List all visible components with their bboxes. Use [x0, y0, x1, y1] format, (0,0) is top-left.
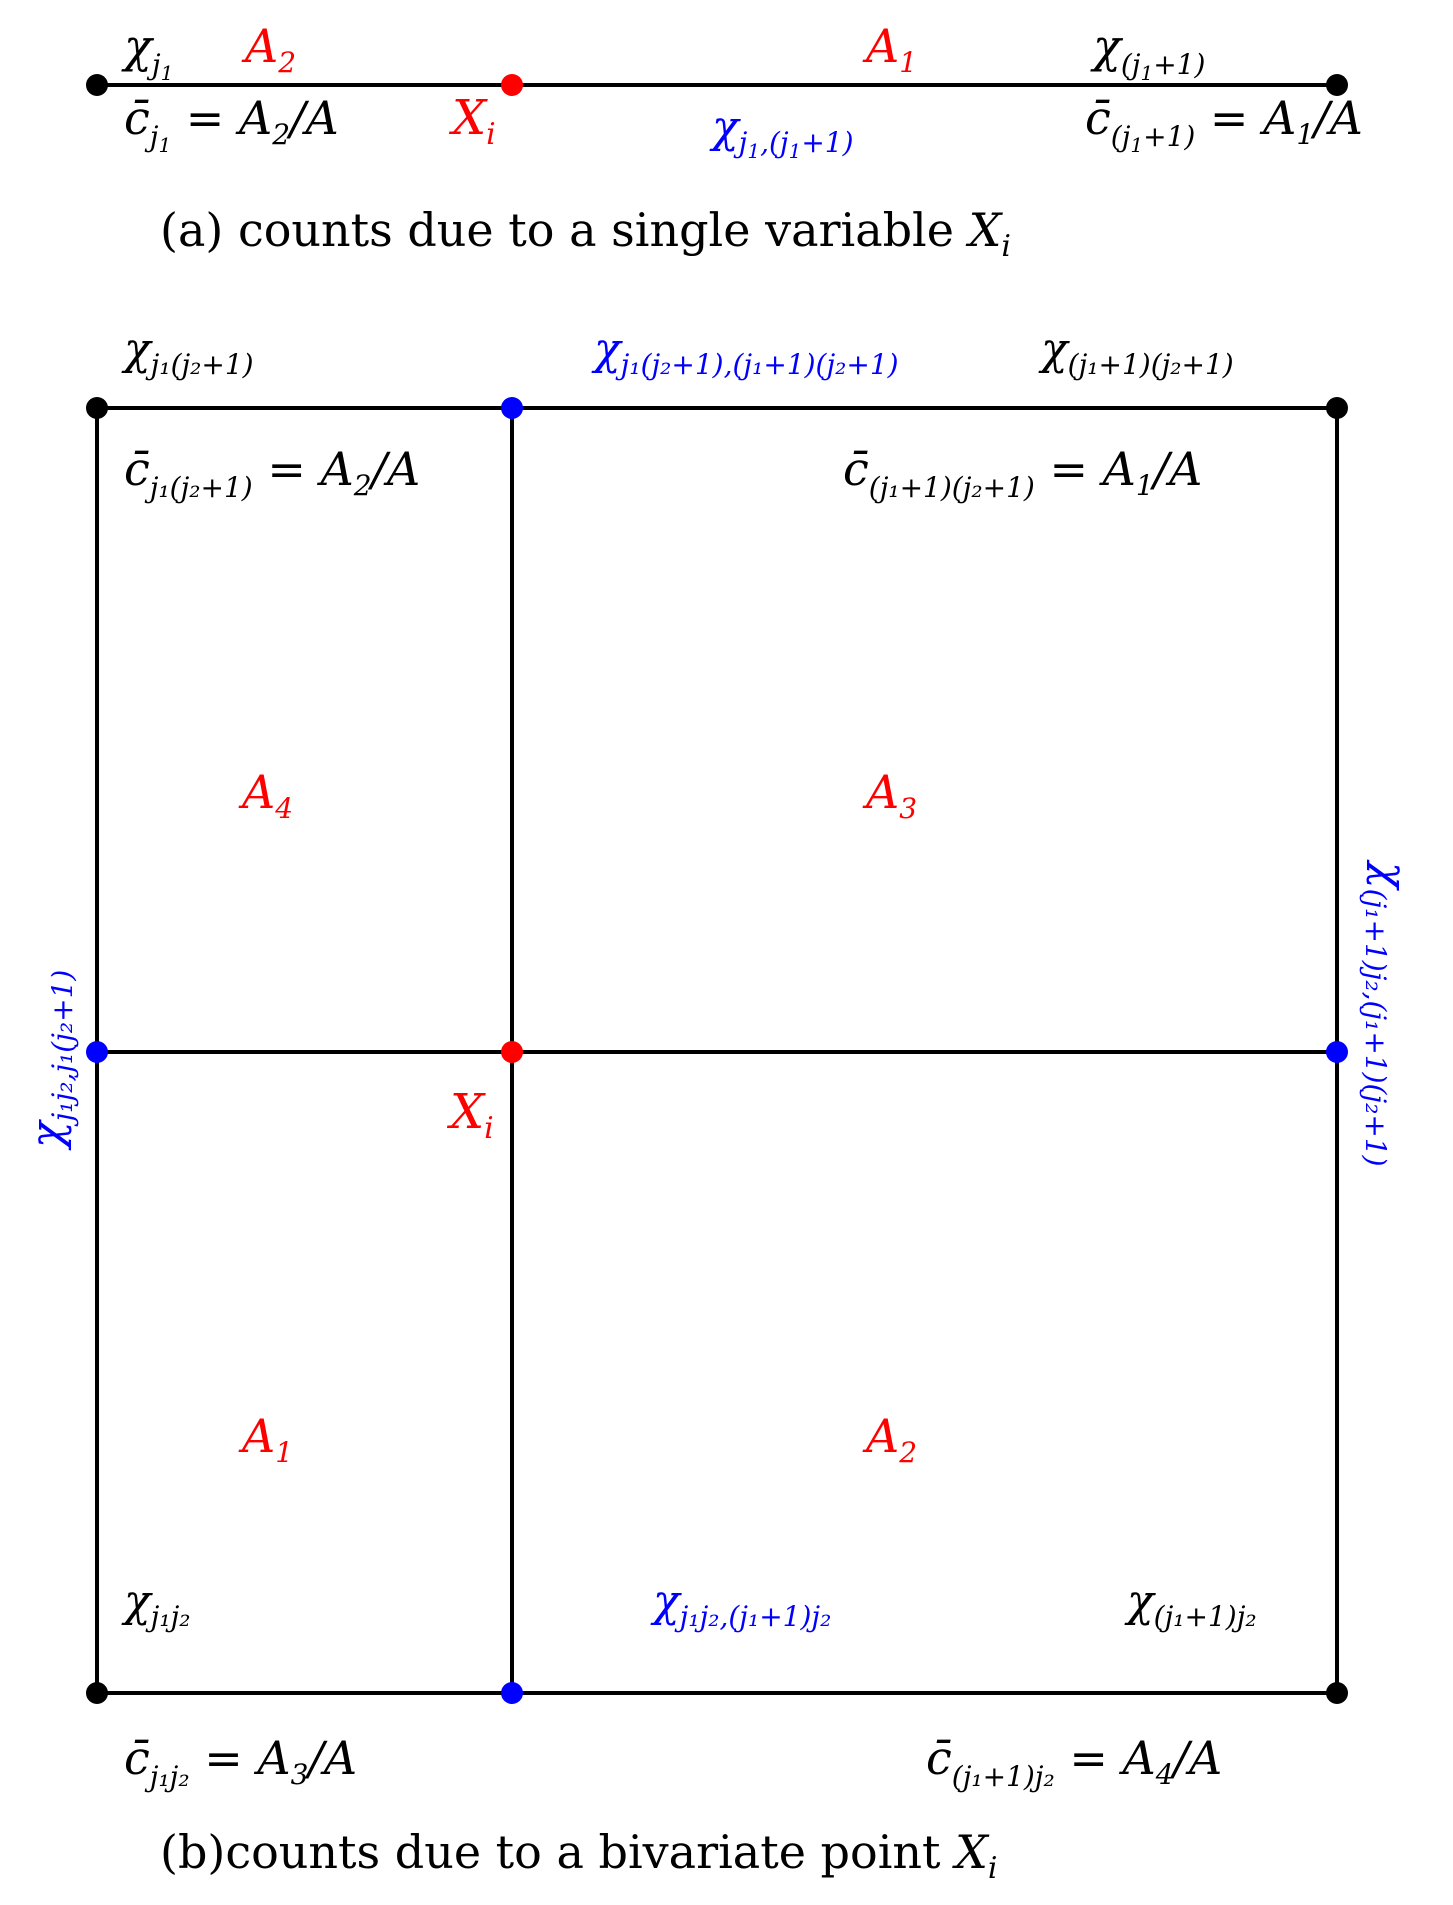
panel-a-left-node-label: $\chi_j1$ — [124, 19, 174, 85]
weight-top-right: $c̄_{(j_1+1)(j_2+1)} = A_1/A$ — [843, 442, 1203, 504]
edge-bottom-label: $\chi_{j_1j_2,(j_1+1)j_2}$ — [653, 1576, 832, 1633]
panel-a-edge-label: $\chi_j1,(j1+1)$ — [712, 102, 854, 163]
node-top-right-label: $\chi_{(j_1+1)(j_2+1)}$ — [1041, 324, 1234, 381]
panel-a-area-left-label: $A_2$ — [245, 19, 297, 79]
node-bottom-right-label: $\chi_{(j_1+1)j_2}$ — [1127, 1576, 1257, 1633]
node-bottom-left — [86, 1682, 108, 1704]
area-top-left-label: $A_4$ — [242, 765, 294, 825]
panel-b-point-label: $X_i$ — [450, 1084, 494, 1146]
node-top-left-label: $\chi_{j_1(j_2+1)}$ — [124, 324, 254, 381]
edge-left-label: $\chi_{j_1j_2,j_1(j_2+1)}$ — [22, 969, 79, 1148]
panel-b-caption: (b)counts due to a bivariate point $X_i$ — [160, 1825, 998, 1886]
panel-a-caption: (a) counts due to a single variable $X_i$ — [160, 203, 1011, 264]
panel-b-data-point — [501, 1041, 523, 1063]
panel-a-weight-left: $c̄_j1 = A_2/A$ — [124, 91, 339, 157]
edge-node-bottom — [501, 1682, 523, 1704]
node-top-left — [86, 397, 108, 419]
area-top-right-label: $A_3$ — [866, 765, 918, 825]
panel-a-right-node-label: $\chi_{(j}1+1$) — [1093, 19, 1206, 85]
panel-a-area-right-label: $A_1$ — [866, 19, 918, 79]
edge-node-left — [86, 1041, 108, 1063]
panel-b — [22, 324, 1416, 1886]
area-bottom-left-label: $A_1$ — [242, 1409, 294, 1469]
panel-a-data-point — [501, 74, 523, 96]
panel-a-left-node — [86, 74, 108, 96]
weight-bottom-left: $c̄_{j_1j_2} = A_3/A$ — [124, 1731, 358, 1793]
panel-a-weight-right: $c̄_{(j}1+1) = A_1/A$ — [1085, 91, 1363, 157]
edge-top-label: $\chi_{j_1(j_2+1),(j_1+1)(j_2+1)}$ — [594, 324, 899, 381]
panel-a-point-label: $X_i$ — [452, 90, 496, 152]
weight-bottom-right: $c̄_{(j_1+1)j_2} = A_4/A$ — [926, 1731, 1223, 1793]
edge-node-top — [501, 397, 523, 419]
node-top-right — [1326, 397, 1348, 419]
node-bottom-right — [1326, 1682, 1348, 1704]
panel-a — [86, 19, 1363, 264]
node-bottom-left-label: $\chi_{j_1j_2}$ — [124, 1576, 191, 1633]
edge-node-right — [1326, 1041, 1348, 1063]
area-bottom-right-label: $A_2$ — [866, 1409, 918, 1469]
edge-right-label: $\chi_{(j_1+1)j_2,(j_1+1)(j_2+1)}$ — [1359, 862, 1416, 1167]
weight-top-left: $c̄_{j_1(j_2+1)} = A_2/A$ — [124, 442, 421, 504]
